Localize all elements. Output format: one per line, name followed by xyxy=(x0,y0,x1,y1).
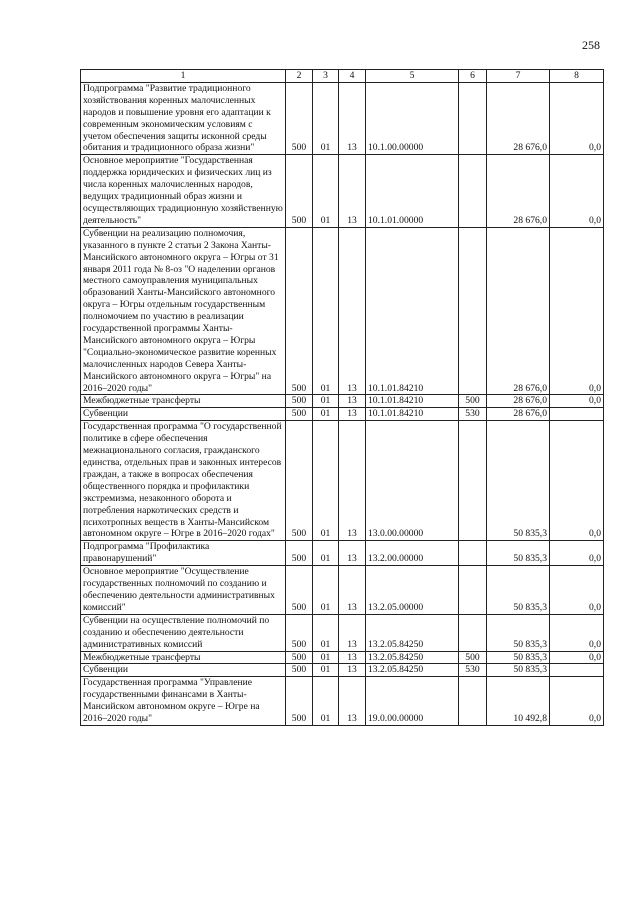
cell-target-article: 13.2.05.00000 xyxy=(366,566,459,615)
cell-amount-federal: 0,0 xyxy=(550,677,604,726)
row-name: Субвенции на осуществление полномочий по созданию и обеспечению деятельности административных комиссий xyxy=(81,614,286,651)
cell-expense-type xyxy=(459,677,487,726)
cell-section: 01 xyxy=(313,541,339,566)
cell-target-article: 10.1.01.00000 xyxy=(366,155,459,227)
cell-admin: 500 xyxy=(286,227,313,395)
cell-target-article: 10.1.00.00000 xyxy=(366,82,459,154)
column-header: 3 xyxy=(313,70,339,83)
table-row xyxy=(81,227,604,395)
cell-expense-type: 500 xyxy=(459,651,487,664)
column-header: 6 xyxy=(459,70,487,83)
cell-amount: 50 835,3 xyxy=(487,664,550,677)
column-header: 7 xyxy=(487,70,550,83)
cell-admin: 500 xyxy=(286,651,313,664)
cell-expense-type: 500 xyxy=(459,395,487,408)
row-name: Субвенции на реализацию полномочия, указанного в пункте 2 статьи 2 Закона Ханты-Мансийского автономного округа – Югры от 31 января 2011 года № 8-оз "О наделении органов местного самоуправления муниципальных образований Ханты-Мансийского автономного округа – Югры отдельным государственным полномочием по участию в реализации государственной программы Ханты-Мансийского автономного округа – Югры "Социально-экономическое развитие коренных малочисленных народов Севера Ханты-Мансийского автономного округа – Югры" на 2016–2020 годы" xyxy=(81,227,286,395)
cell-amount-federal: 0,0 xyxy=(550,395,604,408)
cell-admin: 500 xyxy=(286,677,313,726)
cell-subsection: 13 xyxy=(339,651,366,664)
table-row xyxy=(81,421,604,541)
cell-target-article: 13.2.05.84250 xyxy=(366,664,459,677)
cell-subsection: 13 xyxy=(339,677,366,726)
cell-amount: 28 676,0 xyxy=(487,227,550,395)
cell-section: 01 xyxy=(313,664,339,677)
cell-amount: 50 835,3 xyxy=(487,566,550,615)
cell-section: 01 xyxy=(313,651,339,664)
cell-section: 01 xyxy=(313,614,339,651)
cell-section: 01 xyxy=(313,677,339,726)
row-name: Межбюджетные трансферты xyxy=(81,651,286,664)
table-row xyxy=(81,395,604,408)
table-row xyxy=(81,664,604,677)
table-row xyxy=(81,677,604,726)
cell-section: 01 xyxy=(313,82,339,154)
cell-section: 01 xyxy=(313,155,339,227)
cell-subsection: 13 xyxy=(339,664,366,677)
cell-subsection: 13 xyxy=(339,566,366,615)
cell-target-article: 13.2.00.00000 xyxy=(366,541,459,566)
cell-target-article: 13.2.05.84250 xyxy=(366,614,459,651)
cell-amount-federal: 0,0 xyxy=(550,651,604,664)
cell-amount-federal: 0,0 xyxy=(550,227,604,395)
row-name: Межбюджетные трансферты xyxy=(81,395,286,408)
cell-admin: 500 xyxy=(286,614,313,651)
cell-subsection: 13 xyxy=(339,395,366,408)
column-header: 2 xyxy=(286,70,313,83)
cell-admin: 500 xyxy=(286,155,313,227)
cell-expense-type xyxy=(459,82,487,154)
cell-expense-type xyxy=(459,155,487,227)
cell-target-article: 13.2.05.84250 xyxy=(366,651,459,664)
table-row xyxy=(81,614,604,651)
row-name: Государственная программа "О государственной политике в сфере обеспечения межнационального согласия, гражданского единства, отдельных прав и законных интересов граждан, а также в вопросах обеспечения общественного порядка и профилактики экстремизма, незаконного оборота и потребления наркотических средств и психотропных веществ в Ханты-Мансийском автономном округе – Югре в 2016–2020 годах" xyxy=(81,421,286,541)
cell-amount-federal: 0,0 xyxy=(550,614,604,651)
cell-expense-type: 530 xyxy=(459,408,487,421)
cell-section: 01 xyxy=(313,408,339,421)
cell-target-article: 10.1.01.84210 xyxy=(366,395,459,408)
cell-section: 01 xyxy=(313,421,339,541)
cell-target-article: 19.0.00.00000 xyxy=(366,677,459,726)
cell-amount: 50 835,3 xyxy=(487,651,550,664)
cell-amount-federal: 0,0 xyxy=(550,421,604,541)
cell-expense-type xyxy=(459,421,487,541)
cell-amount-federal: 0,0 xyxy=(550,541,604,566)
table-row xyxy=(81,541,604,566)
row-name: Субвенции xyxy=(81,408,286,421)
cell-subsection: 13 xyxy=(339,421,366,541)
column-header: 4 xyxy=(339,70,366,83)
cell-expense-type xyxy=(459,614,487,651)
table-row xyxy=(81,408,604,421)
cell-expense-type xyxy=(459,541,487,566)
cell-amount: 28 676,0 xyxy=(487,82,550,154)
cell-admin: 500 xyxy=(286,541,313,566)
cell-subsection: 13 xyxy=(339,541,366,566)
cell-section: 01 xyxy=(313,227,339,395)
cell-amount-federal: 0,0 xyxy=(550,155,604,227)
cell-amount: 10 492,8 xyxy=(487,677,550,726)
column-header: 5 xyxy=(366,70,459,83)
table-row xyxy=(81,155,604,227)
cell-amount: 28 676,0 xyxy=(487,395,550,408)
cell-target-article: 10.1.01.84210 xyxy=(366,408,459,421)
cell-subsection: 13 xyxy=(339,614,366,651)
cell-amount: 50 835,3 xyxy=(487,614,550,651)
cell-amount-federal xyxy=(550,408,604,421)
cell-amount: 28 676,0 xyxy=(487,155,550,227)
column-header: 1 xyxy=(81,70,286,83)
table-row xyxy=(81,82,604,154)
cell-admin: 500 xyxy=(286,82,313,154)
page-number: 258 xyxy=(582,38,600,52)
cell-subsection: 13 xyxy=(339,408,366,421)
cell-amount-federal: 0,0 xyxy=(550,566,604,615)
cell-amount-federal: 0,0 xyxy=(550,82,604,154)
table-row xyxy=(81,651,604,664)
cell-admin: 500 xyxy=(286,664,313,677)
cell-amount-federal xyxy=(550,664,604,677)
cell-admin: 500 xyxy=(286,395,313,408)
column-header: 8 xyxy=(550,70,604,83)
cell-admin: 500 xyxy=(286,421,313,541)
cell-expense-type: 530 xyxy=(459,664,487,677)
row-name: Подпрограмма "Развитие традиционного хозяйствования коренных малочисленных народов и повышение уровня его адаптации к современным экономическим условиям с учетом обеспечения защиты исконной среды обитания и традиционного образа жизни" xyxy=(81,82,286,154)
cell-expense-type xyxy=(459,227,487,395)
header-row xyxy=(81,70,604,83)
cell-target-article: 10.1.01.84210 xyxy=(366,227,459,395)
cell-section: 01 xyxy=(313,566,339,615)
row-name: Субвенции xyxy=(81,664,286,677)
table-row xyxy=(81,566,604,615)
cell-section: 01 xyxy=(313,395,339,408)
row-name: Государственная программа "Управление государственными финансами в Ханты-Мансийском автономном округе – Югре на 2016–2020 годы" xyxy=(81,677,286,726)
cell-amount: 50 835,3 xyxy=(487,421,550,541)
cell-admin: 500 xyxy=(286,566,313,615)
row-name: Основное мероприятие "Государственная поддержка юридических и физических лиц из числа коренных малочисленных народов, ведущих традиционный образ жизни и осуществляющих традиционную хозяйственную деятельность" xyxy=(81,155,286,227)
cell-amount: 28 676,0 xyxy=(487,408,550,421)
row-name: Подпрограмма "Профилактика правонарушений" xyxy=(81,541,286,566)
cell-subsection: 13 xyxy=(339,155,366,227)
cell-subsection: 13 xyxy=(339,227,366,395)
cell-admin: 500 xyxy=(286,408,313,421)
cell-subsection: 13 xyxy=(339,82,366,154)
row-name: Основное мероприятие "Осуществление государственных полномочий по созданию и обеспечению деятельности административных комиссий" xyxy=(81,566,286,615)
cell-amount: 50 835,3 xyxy=(487,541,550,566)
cell-target-article: 13.0.00.00000 xyxy=(366,421,459,541)
cell-expense-type xyxy=(459,566,487,615)
budget-table xyxy=(80,69,604,726)
